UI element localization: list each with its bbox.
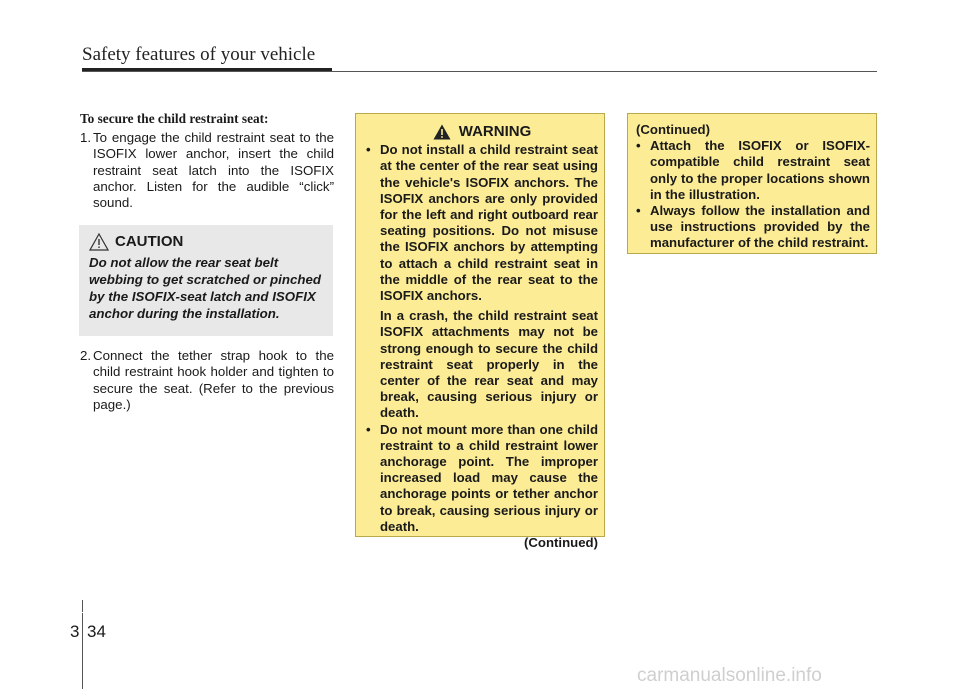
- step-2: [80, 348, 334, 413]
- caution-text: Do not allow the rear seat belt webbing to get scratched or pinched by the ISOFIX-seat latch and ISOFIX anchor during the installation.: [89, 255, 321, 322]
- warning-box: [355, 113, 605, 551]
- warning-continued-label: (Continued): [524, 535, 598, 551]
- warning-triangle-icon: [433, 124, 451, 140]
- warning-bullet-1-paragraph: In a crash, the child restraint seat ISOFIX attachments may not be strong enough to secure the child restraint seat properly in the center of the rear seat and may break, causing serious injury or death.: [380, 308, 598, 421]
- continued-heading: (Continued): [636, 122, 710, 137]
- warning-bullet-1: [366, 142, 598, 421]
- bullet-dot: •: [636, 138, 641, 154]
- caution-triangle-icon: [89, 233, 109, 251]
- page-number: 34: [87, 622, 106, 641]
- left-column: [80, 111, 334, 413]
- continued-bullet-1-text: Attach the ISOFIX or ISOFIX-compatible child restraint seat only to the proper locations shown in the illustration.: [650, 138, 870, 202]
- caution-box: [79, 225, 333, 336]
- step-1-text: To engage the child restraint seat to the ISOFIX lower anchor, insert the child restraint seat latch into the ISOFIX anchor. Listen for the audible “click” sound.: [93, 130, 334, 211]
- chapter-number: 3: [70, 622, 80, 641]
- step-1: [80, 130, 334, 211]
- warning-title: WARNING: [458, 123, 532, 140]
- continued-bullet-1: [636, 138, 870, 203]
- bullet-dot: •: [366, 421, 371, 437]
- watermark: carmanualsonline.info: [637, 665, 822, 686]
- caution-title: CAUTION: [115, 233, 184, 251]
- warning-bullet-2: [366, 422, 598, 552]
- warning-bullet-1-text: Do not install a child restraint seat at the center of the rear seat using the vehicle's ISOFIX anchors. The ISOFIX anchors are only provided for the left and right outboard rear seating positions. Do not misuse the ISOFIX anchors by attempting to attach a child restraint seat in the middle of the rear seat to the ISOFIX anchors.: [380, 142, 598, 304]
- continued-bullet-2: [636, 203, 870, 252]
- footer-divider: [82, 613, 83, 689]
- footer-divider-top: [82, 600, 83, 612]
- continued-box: [627, 113, 877, 254]
- header-rule: [82, 71, 877, 72]
- bullet-dot: •: [636, 203, 641, 219]
- bullet-dot: •: [366, 142, 371, 158]
- continued-bullet-2-text: Always follow the installation and use instructions provided by the manufacturer of the child restraint.: [650, 203, 870, 251]
- step-2-text: Connect the tether strap hook to the child restraint hook holder and tighten to secure the seat. (Refer to the previous page.): [93, 348, 334, 412]
- caution-heading: [89, 233, 323, 251]
- warning-heading: [366, 124, 598, 140]
- section-subheading: To secure the child restraint seat:: [80, 111, 269, 126]
- step-1-number: 1.: [80, 130, 92, 146]
- warning-bullet-2-text: Do not mount more than one child restraint to a child restraint lower anchorage point. The improper increased load may cause the anchorage points or tether anchor to break, causing serious injury or death.: [380, 421, 598, 534]
- page-header-title: Safety features of your vehicle: [82, 44, 316, 65]
- step-2-number: 2.: [80, 348, 92, 364]
